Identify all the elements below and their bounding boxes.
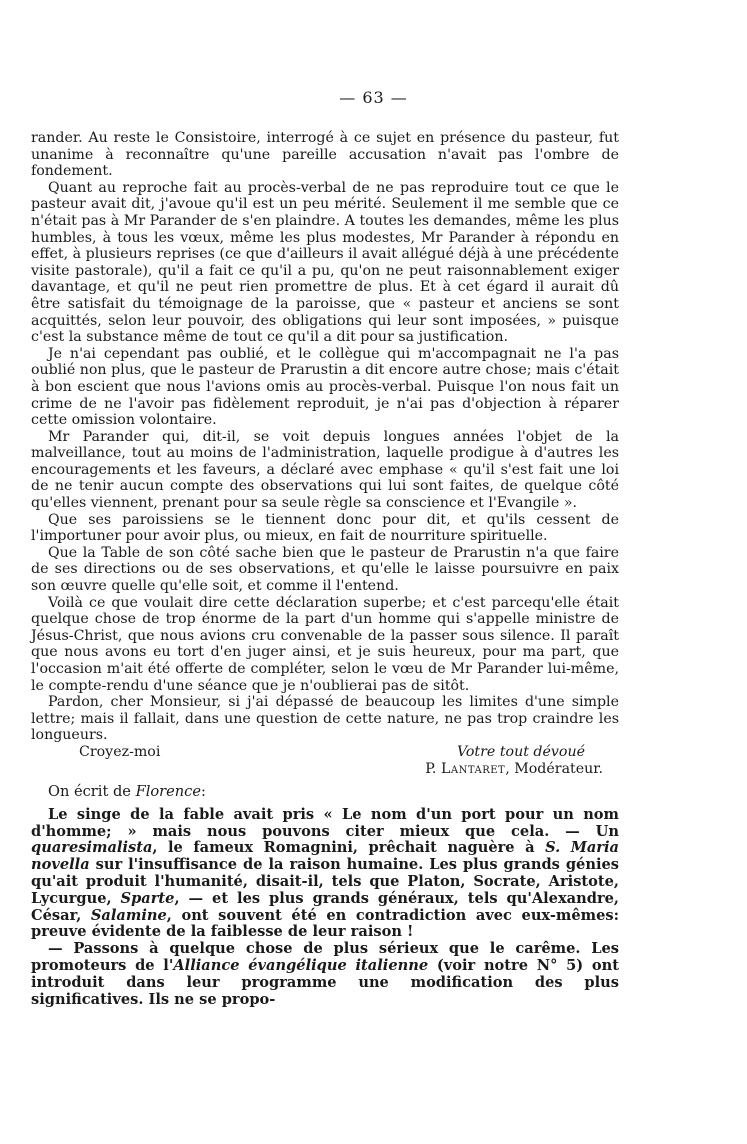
page-body xyxy=(31,130,619,1008)
letter-closing xyxy=(31,744,619,778)
paragraph: Que ses paroissiens se le tiennent donc pour dit, et qu'ils cessent de l'importuner pour avoir plus, ou mieux, en fait de nourriture spirituelle. xyxy=(31,511,619,545)
paragraph: Mr Parander qui, dit-il, se voit depuis longues années l'objet de la malveillance, tout au moins de l'administration, laquelle prodigue à d'autres les encouragements et les faveurs, a déclaré avec emphase « qu'il s'est fait une loi de ne tenir aucun compte des observations qui lui sont faites, de quelque côté qu'elles viennent, prenant pour sa seule règle sa conscience et l'Evangile ». xyxy=(31,428,619,512)
news-paragraph: Le singe de la fable avait pris « Le nom d'un port pour un nom d'homme; » mais nous pouvons citer mieux que cela. — Un quaresimalista, le fameux Romagnini, prêchait naguère à S. Maria novella sur l'insuffisance de la raison humaine. Les plus grands génies qu'ait produit l'humanité, disait-il, tels que Platon, Socrate, Aristote, Lycurgue, Sparte, — et les plus grands généraux, tels qu'Alexandre, César, Salamine, ont souvent été en contradiction avec eux-mêmes: preuve évidente de la faiblesse de leur raison ! xyxy=(31,805,619,941)
signature xyxy=(425,761,603,778)
paragraph: rander. Au reste le Consistoire, interrogé à ce sujet en présence du pasteur, fut unanime à reconnaître qu'une pareille accusation n'avait pas l'ombre de fondement. xyxy=(31,130,619,180)
paragraph: Pardon, cher Monsieur, si j'ai dépassé de beaucoup les limites d'une simple lettre; mais il fallait, dans une question de cette nature, ne pas trop craindre les longueurs. xyxy=(31,694,619,744)
paragraph: Voilà ce que voulait dire cette déclaration superbe; et c'est parcequ'elle était quelque chose de trop énorme de la part d'un homme qui s'appelle ministre de Jésus-Christ, que nous avions cru convenable de la passer sous silence. Il paraît que nous avons eu tort d'en juger ainsi, et je suis heureux, pour ma part, que l'occasion m'ait été offerte de compléter, selon le vœu de Mr Parander lui-même, le compte-rendu d'une séance que je n'oublierai pas de sitôt. xyxy=(31,594,619,694)
paragraph: Quant au reproche fait au procès-verbal de ne pas reproduire tout ce que le pasteur avait dit, j'avoue qu'il est un peu mérité. Seulement il me semble que ce n'était pas à Mr Parander de s'en plaindre. A toutes les demandes, même les plus humbles, à tous les vœux, même les plus modestes, Mr Parander à répondu en effet, à plusieurs reprises (ce que d'ailleurs il avait allégué déjà à une précédente visite pastorale), qu'il a fait ce qu'il a pu, qu'on ne peut raisonnablement exiger davantage, et qu'il ne peut rien promettre de plus. Et à cet égard il aurait dû être satisfait du témoignage de la paroisse, que « pasteur et anciens se sont acquittés, selon leur pouvoir, des obligations qui leur sont imposées, » puisque c'est la substance même de tout ce qu'il a dit pour sa justification. xyxy=(31,179,619,346)
news-city: Florence xyxy=(135,782,201,800)
salutation: Croyez-moi xyxy=(79,743,161,760)
news-paragraph: — Passons à quelque chose de plus sérieux que le carême. Les promoteurs de l'Alliance évangélique italienne (voir notre N° 5) ont introduit dans leur programme une modification des plus significatives. Ils ne se propo- xyxy=(31,940,619,1008)
paragraph: Je n'ai cependant pas oublié, et le collègue qui m'accompagnait ne l'a pas oublié non plus, que le pasteur de Prarustin a dit encore autre chose; mais c'était à bon escient que nous l'avions omis au procès-verbal. Puisque l'on nous fait un crime de ne l'avoir pas fidèlement reproduit, je n'ai pas d'objection à réparer cette omission volontaire. xyxy=(31,345,619,429)
signer-role: , Modérateur. xyxy=(505,760,603,777)
signer-name: Lantaret xyxy=(440,760,506,777)
sign-off: Votre tout dévoué xyxy=(456,743,585,760)
page-number: — 63 — xyxy=(339,88,408,107)
paragraph: Que la Table de son côté sache bien que le pasteur de Prarustin n'a que faire de ses directions ou de ses observations, et qu'elle le laisse poursuivre en paix son œuvre quelle qu'elle soit, et comme il l'entend. xyxy=(31,544,619,595)
news-intro: On écrit de Florence: xyxy=(48,782,206,800)
signer-initial: P. xyxy=(425,760,437,777)
